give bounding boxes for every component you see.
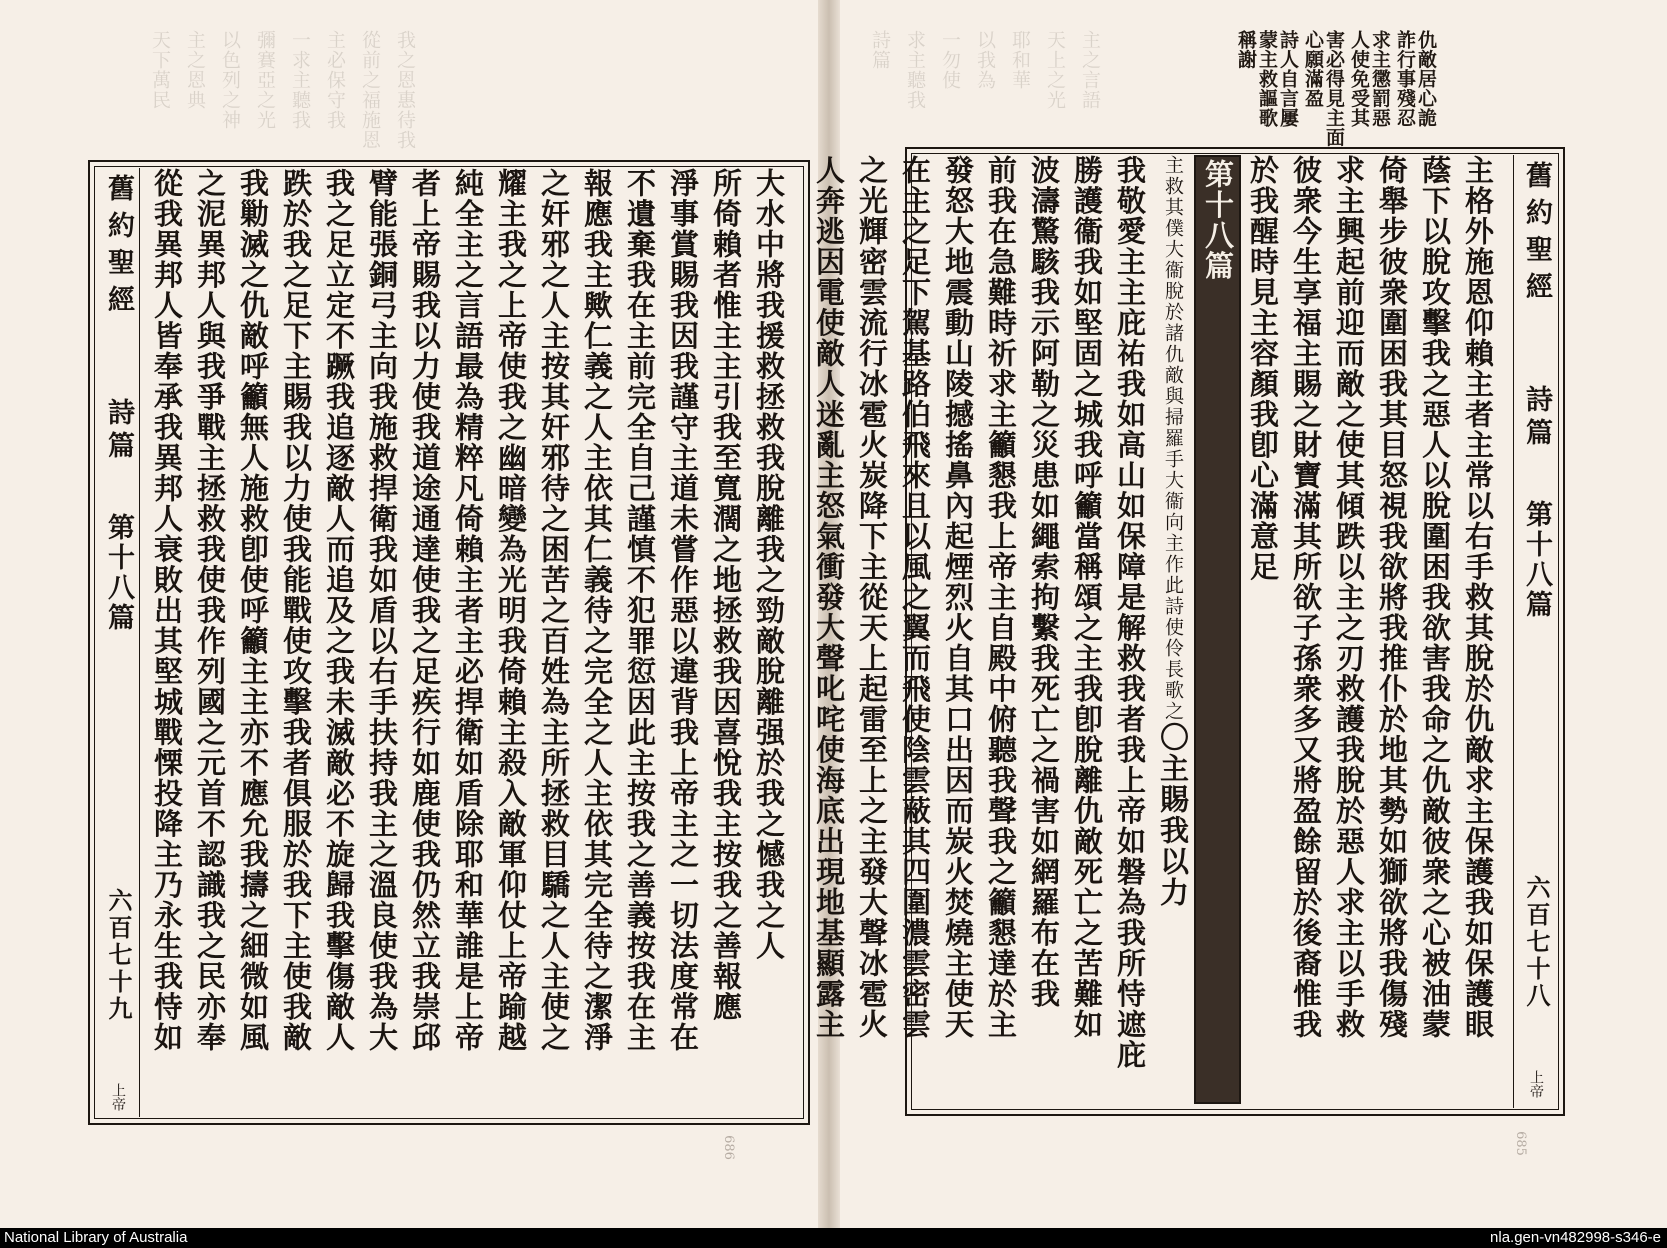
margin-note bbox=[1303, 30, 1343, 147]
margin-note-line: 稱謝 bbox=[1235, 30, 1257, 69]
archive-stamp-left: 686 bbox=[720, 1135, 736, 1160]
text-column: 不遺棄我在主前完全自己謹慎不犯罪愆因此主按我之善義按我在主 bbox=[623, 168, 657, 1053]
text-column: 之泥異邦人與我爭戰主拯救我使我作列國之元首不認識我之民亦奉 bbox=[193, 168, 227, 1053]
chapter-summary-text: 主救其僕大衞脫於諸仇敵與掃羅手大衞向主作此詩使伶長歌之 bbox=[1162, 155, 1184, 722]
running-chapter: 第十八篇 bbox=[103, 513, 134, 633]
text-column: 波濤驚駭我示阿勒之災患如繩索拘繫我死亡之禍害如網羅布在我 bbox=[1027, 155, 1061, 1009]
signature-mark: 上帝 bbox=[110, 1083, 126, 1111]
signature-mark: 上帝 bbox=[1528, 1070, 1544, 1098]
text-column: 臂能張銅弓主向我施救捍衛我如盾以右手扶持我主之溫良使我為大 bbox=[365, 168, 399, 1053]
text-column: 報應我主歟仁義之人主依其仁義待之完全之人主依其完全待之潔淨 bbox=[580, 168, 614, 1053]
footer-bar bbox=[0, 1228, 1667, 1248]
text-column: 者上帝賜我以力使我道途通達使我之足疾行如鹿使我仍然立我崇邱 bbox=[408, 168, 442, 1053]
text-column: 淨事賞賜我因我謹守主道未嘗作惡以違背我上帝主之一切法度常在 bbox=[666, 168, 700, 1053]
chapter-label: 第十八篇 bbox=[1194, 155, 1241, 1104]
margin-note-line: 仇敵居心詭 bbox=[1415, 30, 1437, 128]
text-column: 我之足立定不蹶我追逐敵人而追及之我未滅敵必不旋歸我擊傷敵人 bbox=[322, 168, 356, 1053]
text-column: 跌於我之足下主賜我以力使我能戰使攻擊我者俱服於我下主使我敵 bbox=[279, 168, 313, 1053]
margin-note-line: 詩人自言屢 bbox=[1277, 30, 1299, 128]
chapter-heading bbox=[1194, 155, 1241, 1108]
text-column: 求主興起前迎而敵之使其傾跌以主之刃救護我脫於惡人求主以手救 bbox=[1332, 155, 1366, 1040]
running-book: 詩篇 bbox=[103, 398, 134, 464]
right-running-header bbox=[1513, 155, 1557, 1108]
chapter-summary bbox=[1151, 155, 1194, 1108]
running-book: 詩篇 bbox=[1521, 385, 1552, 451]
running-title: 舊約聖經 bbox=[103, 174, 134, 322]
text-column: 在主之足下駕基路伯飛來且以風之翼而飛使陰雲蔽其四圍濃雲密雲 bbox=[898, 155, 932, 1040]
text-column: 我敬愛主主庇祐我如高山如保障是解救我者我上帝如磐為我所恃遮庇 bbox=[1113, 155, 1147, 1070]
margin-note bbox=[1236, 30, 1297, 147]
page-number: 六百七十八 bbox=[1522, 875, 1551, 1010]
left-running-header bbox=[96, 168, 140, 1117]
left-body-text bbox=[140, 168, 802, 1117]
text-column: 彼衆今生享福主賜之財寶滿其所欲子孫衆多又將盈餘留於後裔惟我 bbox=[1289, 155, 1323, 1040]
running-title: 舊約聖經 bbox=[1521, 161, 1552, 309]
text-column: 於我醒時見主容顏我卽心滿意足 bbox=[1246, 155, 1280, 582]
chapter-first-line: 〇主賜我以力 bbox=[1156, 722, 1190, 908]
archive-stamp-right: 685 bbox=[1512, 1131, 1528, 1156]
footer-identifier: nla.gen-vn482998-s346-e bbox=[1490, 1229, 1661, 1246]
margin-note-line: 蒙主救謳歌 bbox=[1256, 30, 1278, 128]
left-text-frame bbox=[88, 160, 810, 1125]
text-column: 蔭下以脫攻擊我之惡人以脫圍困我欲害我命之仇敵彼衆之心被油蒙 bbox=[1418, 155, 1452, 1040]
page-number: 六百七十九 bbox=[104, 888, 133, 1023]
footer-credit: National Library of Australia bbox=[4, 1229, 188, 1246]
margin-note-line: 人使免受其 bbox=[1348, 30, 1370, 128]
text-column: 發怒大地震動山陵撼搖鼻內起煙烈火自其口出因而炭火焚燒主使天 bbox=[941, 155, 975, 1040]
text-column: 倚舉步彼衆圍困我其目怒視我欲將我推仆於地其勢如獅欲將我傷殘 bbox=[1375, 155, 1409, 1040]
text-column: 耀主我之上帝使我之幽暗變為光明我倚賴主殺入敵軍仰仗上帝踰越 bbox=[494, 168, 528, 1053]
text-column: 純全主之言語最為精粹凡倚賴主者主必捍衛如盾除耶和華誰是上帝 bbox=[451, 168, 485, 1053]
left-page bbox=[0, 0, 818, 1228]
text-column: 前我在急難時祈求主籲懇我上帝主自殿中俯聽我聲我之籲懇達於主 bbox=[984, 155, 1018, 1040]
margin-note bbox=[1395, 30, 1435, 147]
text-column: 勝護衞我如堅固之城我呼籲當稱頌之主我卽脫離仇敵死亡之苦難如 bbox=[1070, 155, 1104, 1040]
margin-note-line: 心願滿盈 bbox=[1302, 30, 1324, 108]
margin-note bbox=[1349, 30, 1389, 147]
bleed-through-text: 我之恩惠待我 從前之福施恩 主必保守我 一求主聽我 彌賽亞之光 以色列之神 主之恩典 天下萬民 bbox=[149, 30, 416, 150]
margin-note-line: 害必得見主面 bbox=[1323, 30, 1345, 147]
text-column: 大水中將我援救拯救我脫離我之勁敵脫離强於我之憾我之人 bbox=[752, 168, 786, 961]
text-column: 從我異邦人皆奉承我異邦人衰敗出其堅城戰慄投降主乃永生我恃如 bbox=[150, 168, 184, 1053]
text-column: 之奸邪之人主按其奸邪待之困苦之百姓為主所拯救目驕之人主使之 bbox=[537, 168, 571, 1053]
right-text-frame bbox=[812, 147, 1565, 1116]
text-column: 所倚賴者惟主主引我至寬濶之地拯救我因喜悅我主按我之善報應 bbox=[709, 168, 743, 1022]
text-column: 人奔逃因電使敵人迷亂主怒氣衝發大聲叱咤使海底出現地基顯露主 bbox=[812, 155, 846, 1040]
margin-note-line: 詐行事殘忍 bbox=[1394, 30, 1416, 128]
margin-notes bbox=[1236, 30, 1435, 147]
margin-note-line: 求主懲罰惡 bbox=[1369, 30, 1391, 128]
text-column: 主格外施恩仰賴主者主常以右手救其脫於仇敵求主保護我如保護眼 bbox=[1461, 155, 1495, 1040]
running-chapter: 第十八篇 bbox=[1521, 500, 1552, 620]
right-body-text bbox=[812, 155, 1513, 1108]
text-column: 我勦滅之仇敵呼籲無人施救卽使呼籲主主亦不應允我擣之細微如風 bbox=[236, 168, 270, 1053]
text-column: 之光輝密雲流行冰雹火炭降下主從天上起雷至上之主發大聲冰雹火 bbox=[855, 155, 889, 1040]
bleed-through-text-right: 主之言語 天上之光 耶和華 以我為 一勿使 求主聽我 詩篇 bbox=[869, 30, 1101, 110]
